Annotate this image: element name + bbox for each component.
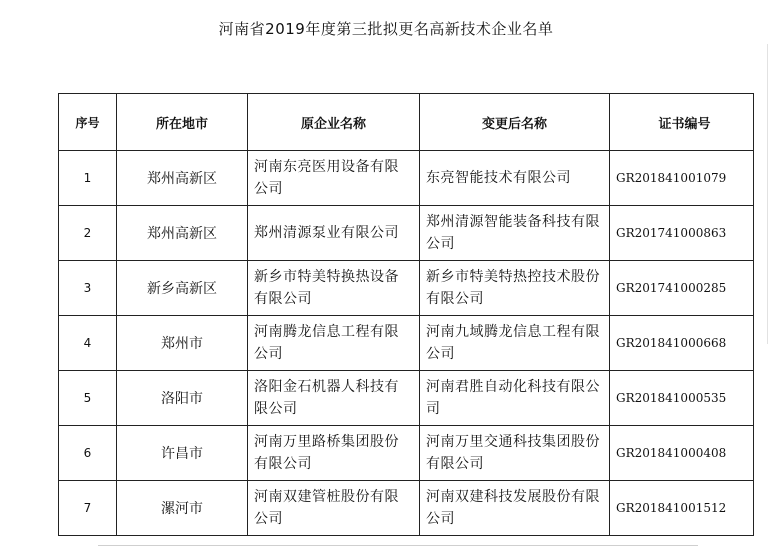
cell-certificate-number: GR201841001512 (610, 481, 754, 536)
divider (98, 545, 698, 546)
cell-new-name: 新乡市特美特热控技术股份有限公司 (420, 261, 610, 316)
table-row (59, 261, 754, 316)
cell-certificate-number: GR201841000408 (610, 426, 754, 481)
cell-city: 新乡高新区 (117, 261, 248, 316)
cell-index: 5 (59, 371, 117, 426)
cell-certificate-number: GR201841000535 (610, 371, 754, 426)
cell-city: 郑州高新区 (117, 151, 248, 206)
cell-new-name: 郑州清源智能装备科技有限公司 (420, 206, 610, 261)
cell-original-name: 洛阳金石机器人科技有限公司 (248, 371, 420, 426)
header-original-name: 原企业名称 (248, 94, 420, 151)
table-header-row (59, 94, 754, 151)
cell-index: 3 (59, 261, 117, 316)
cell-certificate-number: GR201741000863 (610, 206, 754, 261)
cell-original-name: 新乡市特美特换热设备有限公司 (248, 261, 420, 316)
cell-city: 郑州高新区 (117, 206, 248, 261)
cell-new-name: 河南九域腾龙信息工程有限公司 (420, 316, 610, 371)
cell-original-name: 河南东亮医用设备有限公司 (248, 151, 420, 206)
table-row (59, 426, 754, 481)
cell-original-name: 河南腾龙信息工程有限公司 (248, 316, 420, 371)
cell-new-name: 河南万里交通科技集团股份有限公司 (420, 426, 610, 481)
cell-original-name: 河南双建管桩股份有限公司 (248, 481, 420, 536)
cell-index: 7 (59, 481, 117, 536)
cell-new-name: 河南双建科技发展股份有限公司 (420, 481, 610, 536)
company-rename-table (58, 93, 754, 536)
cell-original-name: 河南万里路桥集团股份有限公司 (248, 426, 420, 481)
page-title: 河南省2019年度第三批拟更名高新技术企业名单 (218, 20, 554, 38)
cell-new-name: 东亮智能技术有限公司 (420, 151, 610, 206)
cell-city: 漯河市 (117, 481, 248, 536)
header-new-name: 变更后名称 (420, 94, 610, 151)
cell-original-name: 郑州清源泵业有限公司 (248, 206, 420, 261)
cell-index: 2 (59, 206, 117, 261)
cell-city: 郑州市 (117, 316, 248, 371)
cell-certificate-number: GR201841001079 (610, 151, 754, 206)
cell-certificate-number: GR201841000668 (610, 316, 754, 371)
table-row (59, 151, 754, 206)
cell-index: 1 (59, 151, 117, 206)
cell-city: 洛阳市 (117, 371, 248, 426)
cell-new-name: 河南君胜自动化科技有限公司 (420, 371, 610, 426)
cell-certificate-number: GR201741000285 (610, 261, 754, 316)
header-index: 序号 (59, 94, 117, 151)
header-city: 所在地市 (117, 94, 248, 151)
cell-index: 6 (59, 426, 117, 481)
header-certificate-number: 证书编号 (610, 94, 754, 151)
table-row (59, 206, 754, 261)
divider (767, 44, 768, 344)
table-row (59, 371, 754, 426)
cell-index: 4 (59, 316, 117, 371)
table-row (59, 316, 754, 371)
table-row (59, 481, 754, 536)
cell-city: 许昌市 (117, 426, 248, 481)
